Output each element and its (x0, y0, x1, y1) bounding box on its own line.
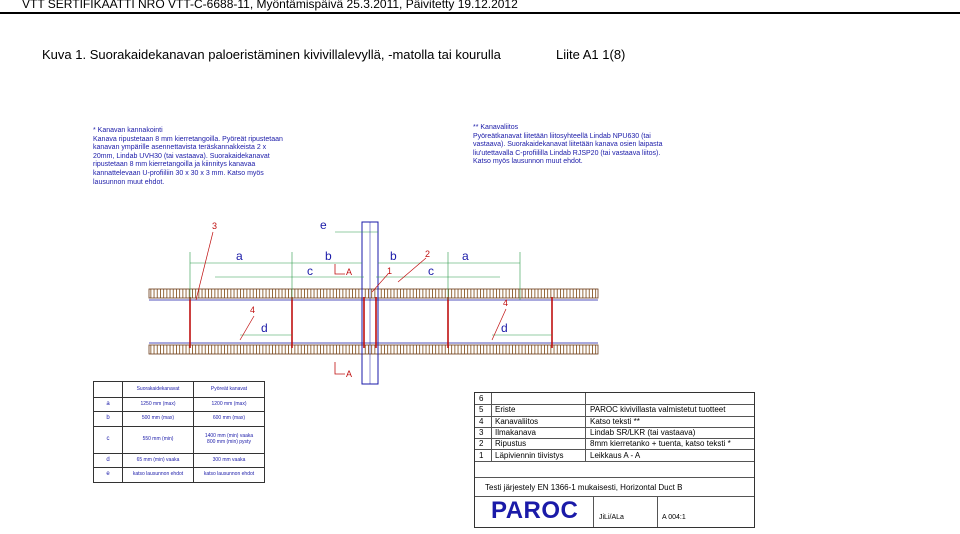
part-desc: PAROC kivivillasta valmistetut tuotteet (590, 405, 726, 415)
part-num: 3 (479, 427, 484, 437)
part-desc: 8mm kierretanko + tuenta, katso teksti * (590, 439, 731, 449)
title-block (474, 392, 755, 528)
dim-label-a-left: a (236, 249, 243, 263)
title-block-divider (491, 393, 492, 461)
table-row (94, 453, 265, 468)
insulation-bottom (149, 345, 598, 354)
part-num: 4 (479, 416, 484, 426)
dim-rect-value: 550 mm (min) (123, 426, 194, 453)
dim-round-value: 1400 mm (min) vaaka 800 mm (min) pysty (194, 426, 265, 453)
table-row (94, 468, 265, 483)
table-row (94, 397, 265, 412)
part-desc: Lindab SR/LKR (tai vastaava) (590, 427, 696, 437)
dim-round-value: 1200 mm (max) (194, 397, 265, 412)
dim-key: d (94, 453, 123, 468)
dim-key: b (94, 412, 123, 427)
dim-label-e: e (320, 218, 327, 232)
title-block-divider (475, 477, 754, 478)
parts-row (475, 450, 754, 462)
dim-label-b-right: b (390, 249, 397, 263)
part-name: Läpiviennin tiivistys (495, 450, 564, 460)
part-number-3: 3 (212, 221, 218, 231)
test-arrangement: Testi järjestely EN 1366-1 mukaisesti, Horizontal Duct B (485, 483, 683, 492)
section-label-bottom: A (346, 369, 353, 379)
dim-label-b-left: b (325, 249, 332, 263)
part-desc: Leikkaus A - A (590, 450, 641, 460)
part-number-1: 1 (387, 266, 393, 276)
dim-label-a-right: a (462, 249, 469, 263)
figure-caption: Kuva 1. Suorakaidekanavan paloeristäminen kivivillalevyllä, -matolla tai kourulla (42, 47, 501, 62)
dim-rect-value: katso lausunnon ehdot (123, 468, 194, 483)
dim-key: e (94, 468, 123, 483)
dimension-table-header-rect: Suorakaidekanavat (123, 382, 194, 398)
dimension-table (93, 381, 265, 483)
table-row (94, 426, 265, 453)
table-row (94, 412, 265, 427)
note-hangers: * Kanavan kannakointi Kanava ripustetaan 8 mm kierretangoilla. Pyöreät ripustetaan kanavan ympärille asennettavista teräskannakkeista 2 x 20mm, Lindab UVH30 (tai vastaava). Suorakaidekanavat ripustetaan 8 mm kierretangoilla ja kiinnitys kanavaa kannattelevaan U-profiiliin 30 x 30 x 3 mm. Katso myös lausunnon muut ehdot. (93, 127, 283, 186)
drawn-by: JiLi/ALa (599, 514, 624, 521)
dim-key: a (94, 397, 123, 412)
part-number-4-right: 4 (503, 298, 509, 308)
drawing-number: A 004:1 (662, 514, 686, 521)
dim-label-c-right: c (428, 264, 434, 278)
hanger-rods (190, 297, 552, 348)
dimension-table-header-key (94, 382, 123, 398)
dimension-lines (190, 232, 552, 335)
part-desc: Katso teksti ** (590, 416, 640, 426)
certificate-header-text: VTT SERTIFIKAATTI NRO VTT-C-6688-11, Myöntämispäivä 25.3.2011, Päivitetty 19.12.2012 (22, 0, 518, 11)
dim-rect-value: 500 mm (max) (123, 412, 194, 427)
section-marker-bottom (335, 362, 345, 374)
part-name: Kanavaliitos (495, 416, 539, 426)
dim-key: c (94, 426, 123, 453)
part-name: Ilmakanava (495, 427, 536, 437)
dim-round-value: katso lausunnon ehdot (194, 468, 265, 483)
appendix-label: Liite A1 1(8) (556, 47, 626, 62)
part-name: Ripustus (495, 439, 527, 449)
dim-rect-value: 1250 mm (max) (123, 397, 194, 412)
part-num: 6 (479, 394, 484, 403)
part-num: 1 (479, 450, 484, 460)
part-number-2: 2 (425, 249, 431, 259)
section-label-top: A (346, 267, 353, 277)
dim-label-c-left: c (307, 264, 313, 278)
part-name: Eriste (495, 405, 516, 415)
dim-round-value: 600 mm (max) (194, 412, 265, 427)
dim-label-d-right: d (501, 321, 508, 335)
part-num: 2 (479, 439, 484, 449)
dimension-table-header (94, 382, 265, 398)
part-num: 5 (479, 405, 484, 415)
paroc-logo: PAROC (491, 497, 579, 524)
title-block-divider (585, 393, 586, 461)
title-block-divider (657, 497, 658, 527)
note-connections: ** Kanavaliitos Pyöreätkanavat liitetään liitosyhteellä Lindab NPU630 (tai vastaava). Suorakaidekanavat liitetään kanava osien laipasta liu'utettavalla C-profiililla Lindab RJSP20 (tai vastaava liitos). Katso myös lausunnon muut ehdot. (473, 124, 663, 166)
dimension-table-header-round: Pyöreät kanavat (194, 382, 265, 398)
dim-rect-value: 65 mm (min) vaaka (123, 453, 194, 468)
dim-label-d-left: d (261, 321, 268, 335)
dim-round-value: 300 mm vaaka (194, 453, 265, 468)
section-marker-top (335, 264, 345, 274)
part-number-4-left: 4 (250, 305, 256, 315)
title-block-divider (593, 497, 594, 527)
